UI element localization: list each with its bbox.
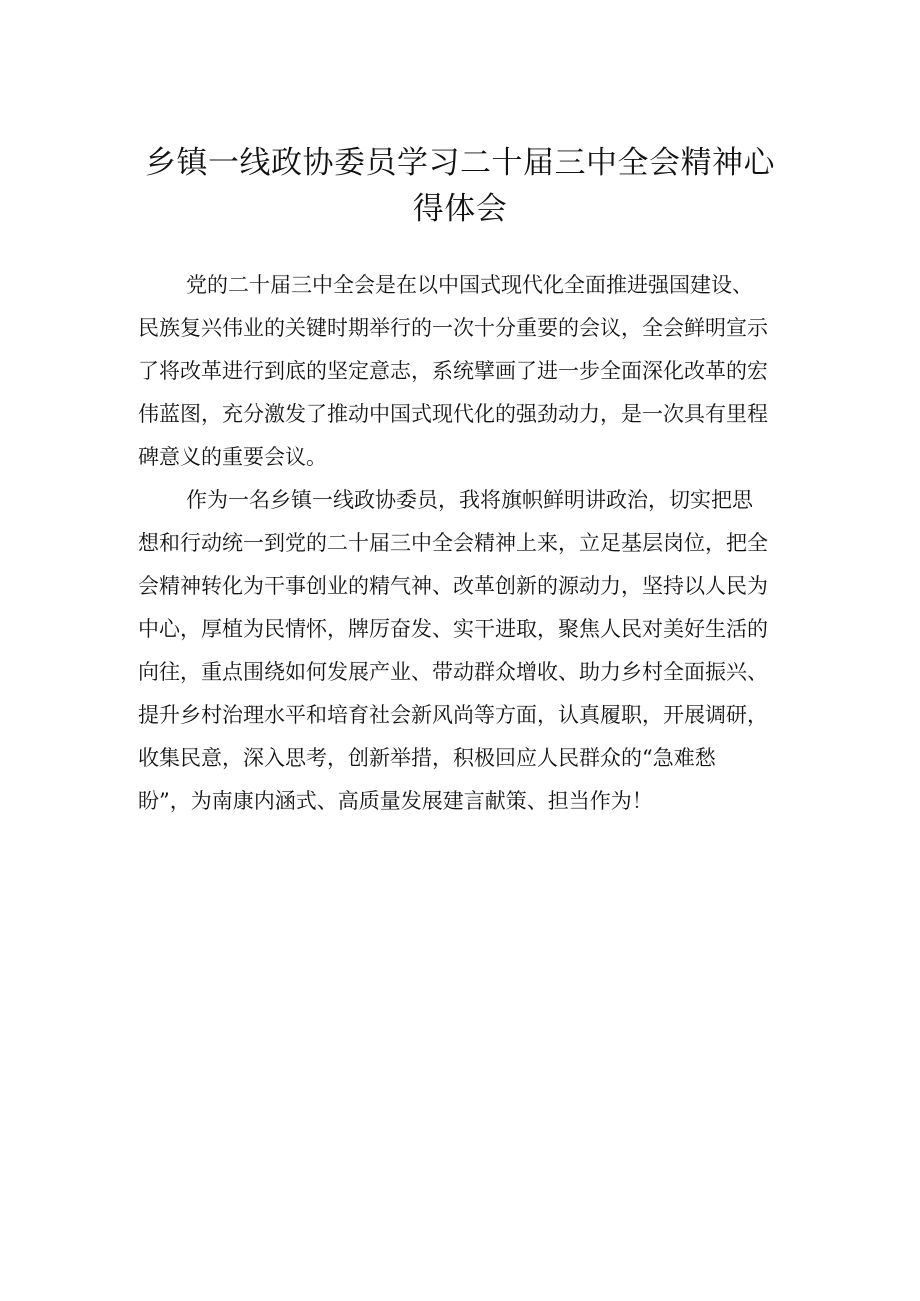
paragraph-line: 向往，重点围绕如何发展产业、带动群众增收、助力乡村全面振兴、 [138,660,768,684]
paragraph-line: 碑意义的重要会议。 [138,445,327,469]
paragraph-line: 盼”，为南康内涵式、高质量发展建言献策、担当作为！ [138,789,653,813]
paragraph-line: 会精神转化为干事创业的精气神、改革创新的源动力，坚持以人民为 [138,574,768,598]
paragraph-line: 党的二十届三中全会是在以中国式现代化全面推进强国建设、 [186,273,753,297]
paragraph-2 [138,479,788,823]
paragraph-1 [138,264,788,479]
paragraph-line: 中心，厚植为民情怀，牌厉奋发、实干进取，聚焦人民对美好生活的 [138,617,768,641]
paragraph-line: 作为一名乡镇一线政协委员，我将旗帜鲜明讲政治，切实把思 [186,488,753,512]
title-line-1: 乡镇一线政协委员学习二十届三中全会精神心 [145,145,775,181]
paragraph-line: 了将改革进行到底的坚定意志，系统擘画了进一步全面深化改革的宏 [138,359,768,383]
paragraph-line: 提升乡村治理水平和培育社会新风尚等方面，认真履职，开展调研， [138,703,768,727]
document-title [120,140,800,232]
paragraph-line: 民族复兴伟业的关键时期举行的一次十分重要的会议，全会鲜明宣示 [138,316,768,340]
paragraph-line: 收集民意，深入思考，创新举措，积极回应人民群众的“急难愁 [138,746,716,770]
paragraph-line: 伟蓝图，充分激发了推动中国式现代化的强劲动力，是一次具有里程 [138,402,768,426]
document-body [138,264,788,823]
paragraph-line: 想和行动统一到党的二十届三中全会精神上来，立足基层岗位，把全 [138,531,768,555]
title-line-2: 得体会 [412,191,508,227]
